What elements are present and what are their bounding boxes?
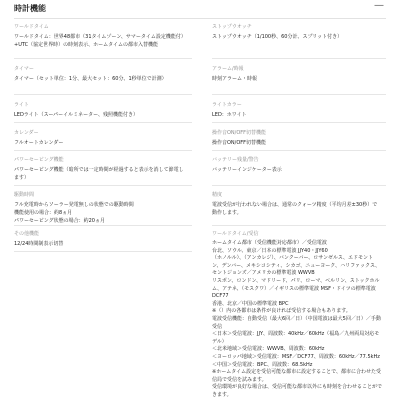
spec-label: 精度 (212, 192, 223, 198)
spec-label: ストップウオッチ (212, 24, 252, 30)
spec-value: ストップウオッチ（1/100秒、60分計、スプリット付き） (212, 34, 343, 40)
divider (14, 185, 192, 186)
spec-value: フル充電時からソーラー発電無しの状態での駆動時間 機能使用の場合：約8ヵ月 パワーセービング状態の場合：約20ヵ月 (14, 202, 134, 224)
spec-value: ワールドタイム：世界48都市（31タイムゾーン、サマータイム設定機能付）+UTC（協定世界時）の時刻表示、ホームタイムの都市入替機能 (14, 34, 184, 48)
spec-alarm (212, 66, 382, 83)
spec-value: LEDライト（スーパーイルミネーター、残照機能付き） (14, 112, 138, 118)
spec-power-saving (14, 157, 184, 182)
spec-calendar (14, 130, 184, 147)
spec-label: ワールドタイム/受信 (212, 231, 259, 237)
spec-label: パワーセービング機能 (14, 157, 64, 163)
spec-label: タイマー (14, 66, 34, 72)
spec-label: カレンダー (14, 130, 39, 136)
spec-stopwatch (212, 24, 382, 41)
spec-label: バッテリー残量/警告 (212, 157, 259, 163)
spec-value: タイマー（セット単位：1分、最大セット：60分、1秒単位で計測） (14, 76, 167, 82)
spec-button-sound (212, 130, 382, 147)
divider (212, 94, 386, 95)
divider (212, 150, 386, 151)
spec-label: ライトカラー (212, 102, 242, 108)
divider (14, 58, 192, 59)
divider (212, 225, 386, 226)
spec-label: ライト (14, 102, 29, 108)
spec-operating-time (14, 192, 184, 225)
spec-value: 電波受信が行われない場合は、通常のクォーツ精度（平均月差±30秒）で動作します。 (212, 202, 378, 216)
section-title: 時計機能 (14, 4, 46, 13)
divider (14, 122, 192, 123)
spec-label: 操作音ON/OFF切替機能 (212, 130, 267, 136)
spec-label: ワールドタイム (14, 24, 49, 30)
divider (212, 185, 386, 186)
divider (14, 150, 192, 151)
spec-label: その他機能 (14, 231, 40, 237)
section-header (14, 0, 386, 19)
spec-value: LED：ホワイト (212, 112, 247, 118)
spec-value: フルオートカレンダー (14, 140, 64, 146)
spec-other-functions (14, 231, 184, 248)
spec-radio-reception (212, 231, 382, 399)
spec-light (14, 102, 184, 119)
spec-value: 操作音ON/OFF切替機能 (212, 140, 267, 146)
spec-timer (14, 66, 184, 83)
spec-value: パワーセービング機能（暗所では一定時間が経過すると表示を消して節電します） (14, 167, 184, 181)
collapse-icon[interactable]: — (374, 0, 384, 11)
spec-value: 12/24時間制表示切替 (14, 241, 64, 247)
divider (212, 58, 386, 59)
spec-light-color (212, 102, 382, 119)
spec-accuracy (212, 192, 382, 217)
spec-value: 時刻アラーム・時報 (212, 76, 258, 82)
spec-label: アラーム/時報 (212, 66, 244, 72)
spec-world-time (14, 24, 184, 49)
divider (14, 225, 192, 226)
spec-value: ホームタイム都市（受信機能対応都市）／受信電波 台北、ソウル、東京／日本の標準電波 JJY40・JJY60 （ホノルル）、（アンカレジ）、バンクーバー、ロサンゼルス、エドモントン、デンバー、メキシコシティ、シカゴ、ニューヨーク、ハリファックス、セントジョンズ／アメリカの標準電波 WWVB リスボン、ロンドン、マドリード、パリ、ローマ、ベルリン、ストックホルム、アテネ、（モスクワ）／イギリスの標準電波 MSF・ドイツの標準電波 DCF77 香港、北京／中国の標準電波 BPC ※（）内の各都市は条件が良ければ受信する場合もあります。 電波受信機能：自動受信（最大6回／日）（中国電波は最大5回／日）／手動受信 ＜日本＞受信電波：JJY、周波数：40kHz／60kHz（福島／九州両局対応モデル） ＜北米地域＞受信電波：WWVB、周波数：60kHz ＜ヨーロッパ地域＞受信電波：MSF／DCF77、周波数：60kHz／77.5kHz ＜中国＞受信電波：BPC、周波数：68.5kHz ※ホームタイム設定を受信可能な都市に設定することで、都市に合わせた受信局で受信を試みます。 受信環境が良好な場合は、受信可能な都市以外にも時刻を合わせることができます。 (212, 240, 383, 398)
spec-battery (212, 157, 382, 174)
spec-value: バッテリーインジケーター表示 (212, 167, 282, 173)
divider (14, 251, 192, 252)
spec-label: 駆動時間 (14, 192, 35, 198)
divider (14, 94, 192, 95)
divider (212, 122, 386, 123)
